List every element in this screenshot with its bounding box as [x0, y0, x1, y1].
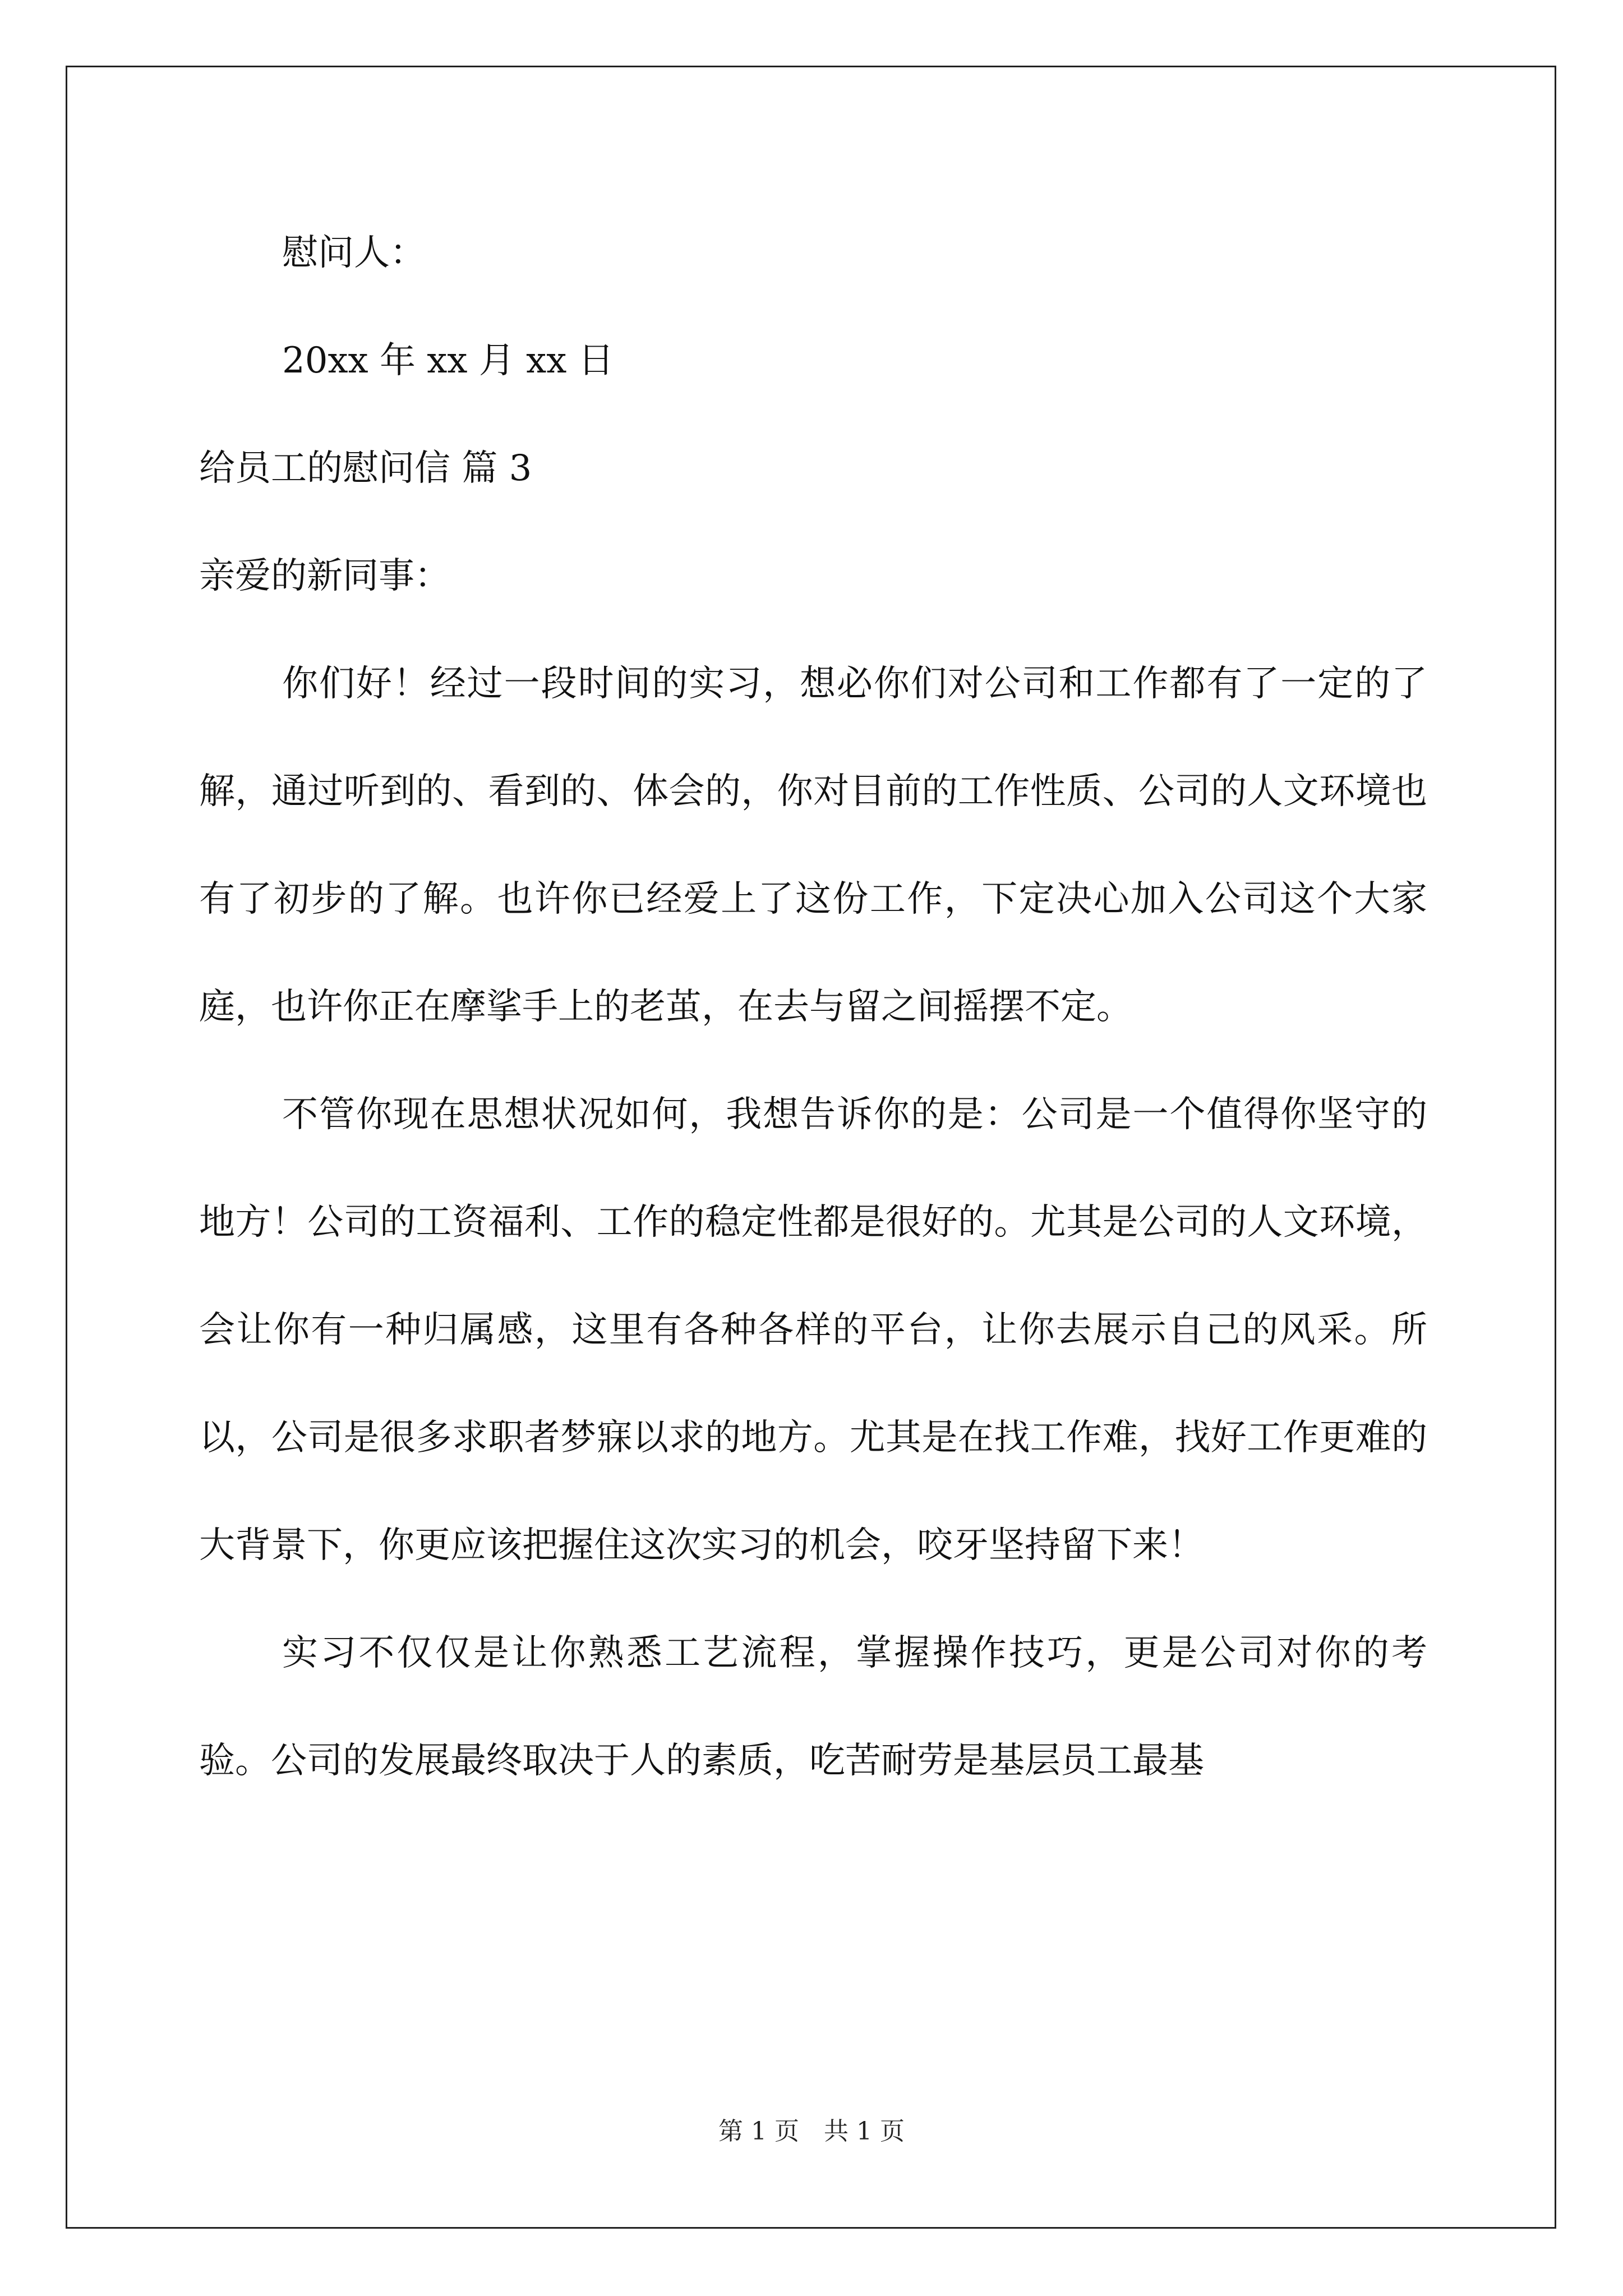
date-text: 20xx 年 xx 月 xx 日 [282, 340, 614, 381]
page-footer: 第 1 页 共 1 页 [718, 2117, 905, 2146]
paragraph-3: 实习不仅仅是让你熟悉工艺流程，掌握操作技巧，更是公司对你的考验。公司的发展最终取决于人的素质，吃苦耐劳是基层员工最基 [199, 1632, 1427, 1782]
paragraph-1: 你们好！经过一段时间的实习，想必你们对公司和工作都有了一定的了解，通过听到的、看到的、体会的，你对目前的工作性质、公司的人文环境也有了初步的了解。也许你已经爱上了这份工作，下定决心加入公司这个大家庭，也许你正在摩挲手上的老茧，在去与留之间摇摆不定。 [199, 663, 1427, 1028]
document-body [199, 199, 1433, 1815]
paragraph-2: 不管你现在思想状况如何，我想告诉你的是：公司是一个值得你坚守的地方！公司的工资福利、工作的稳定性都是很好的。尤其是公司的人文环境，会让你有一种归属感，这里有各种各样的平台，让你去展示自己的风采。所以，公司是很多求职者梦寐以求的地方。尤其是在找工作难，找好工作更难的大背景下，你更应该把握住这次实习的机会，咬牙坚持留下来！ [199, 1094, 1427, 1566]
date-line [199, 307, 1433, 415]
salutation-line [199, 522, 1433, 630]
section-title-line [199, 415, 1433, 522]
section-title: 给员工的慰问信 篇 3 [199, 448, 532, 489]
salutation: 亲爱的新同事： [199, 555, 450, 597]
signature-label: 慰问人： [282, 232, 426, 274]
signature-line [199, 199, 1433, 307]
